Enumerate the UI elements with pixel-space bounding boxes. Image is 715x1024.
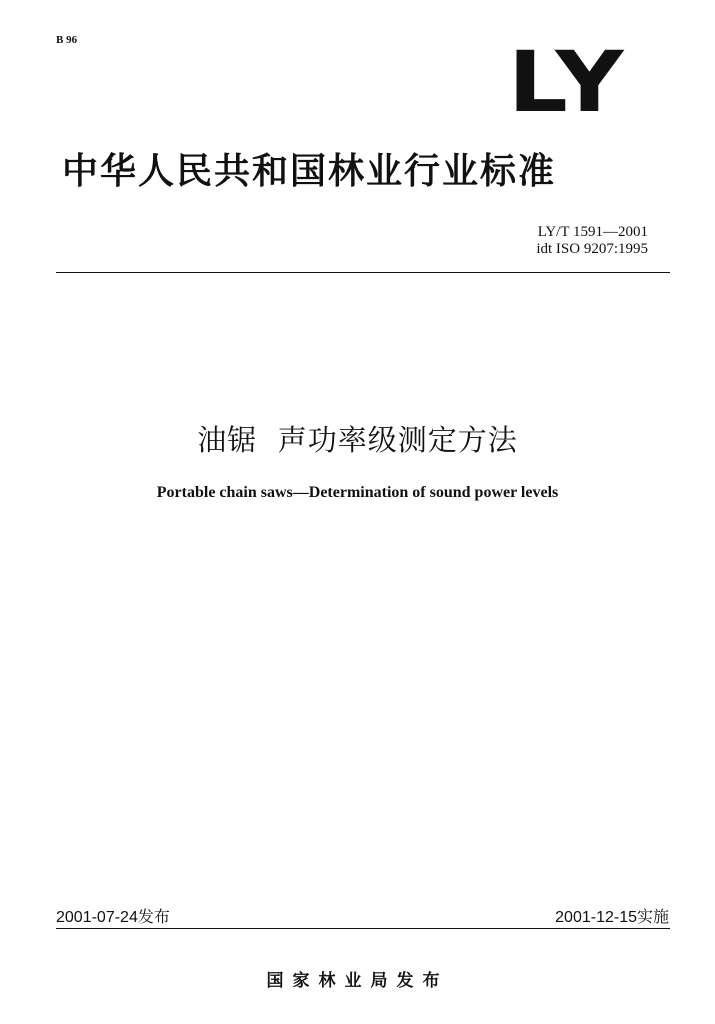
document-title-cn: 油锯 声功率级测定方法: [197, 423, 518, 457]
issuing-authority: 国家林业局发布: [266, 971, 449, 991]
implementation-date: 2001-12-15实施: [555, 909, 669, 926]
footer-divider: [56, 928, 670, 929]
header-divider: [56, 272, 670, 273]
standard-number: LY/T 1591—2001: [537, 224, 648, 240]
standard-category-title: 中华人民共和国林业行业标准: [62, 151, 557, 192]
standard-number-block: [536, 224, 648, 258]
document-title-en: Portable chain saws—Determination of sound power levels: [156, 484, 559, 501]
classification-code: B 96: [56, 34, 78, 46]
idt-reference: idt ISO 9207:1995: [536, 241, 648, 257]
issue-date: 2001-07-24发布: [56, 909, 170, 926]
ly-logo: LY: [507, 33, 626, 131]
